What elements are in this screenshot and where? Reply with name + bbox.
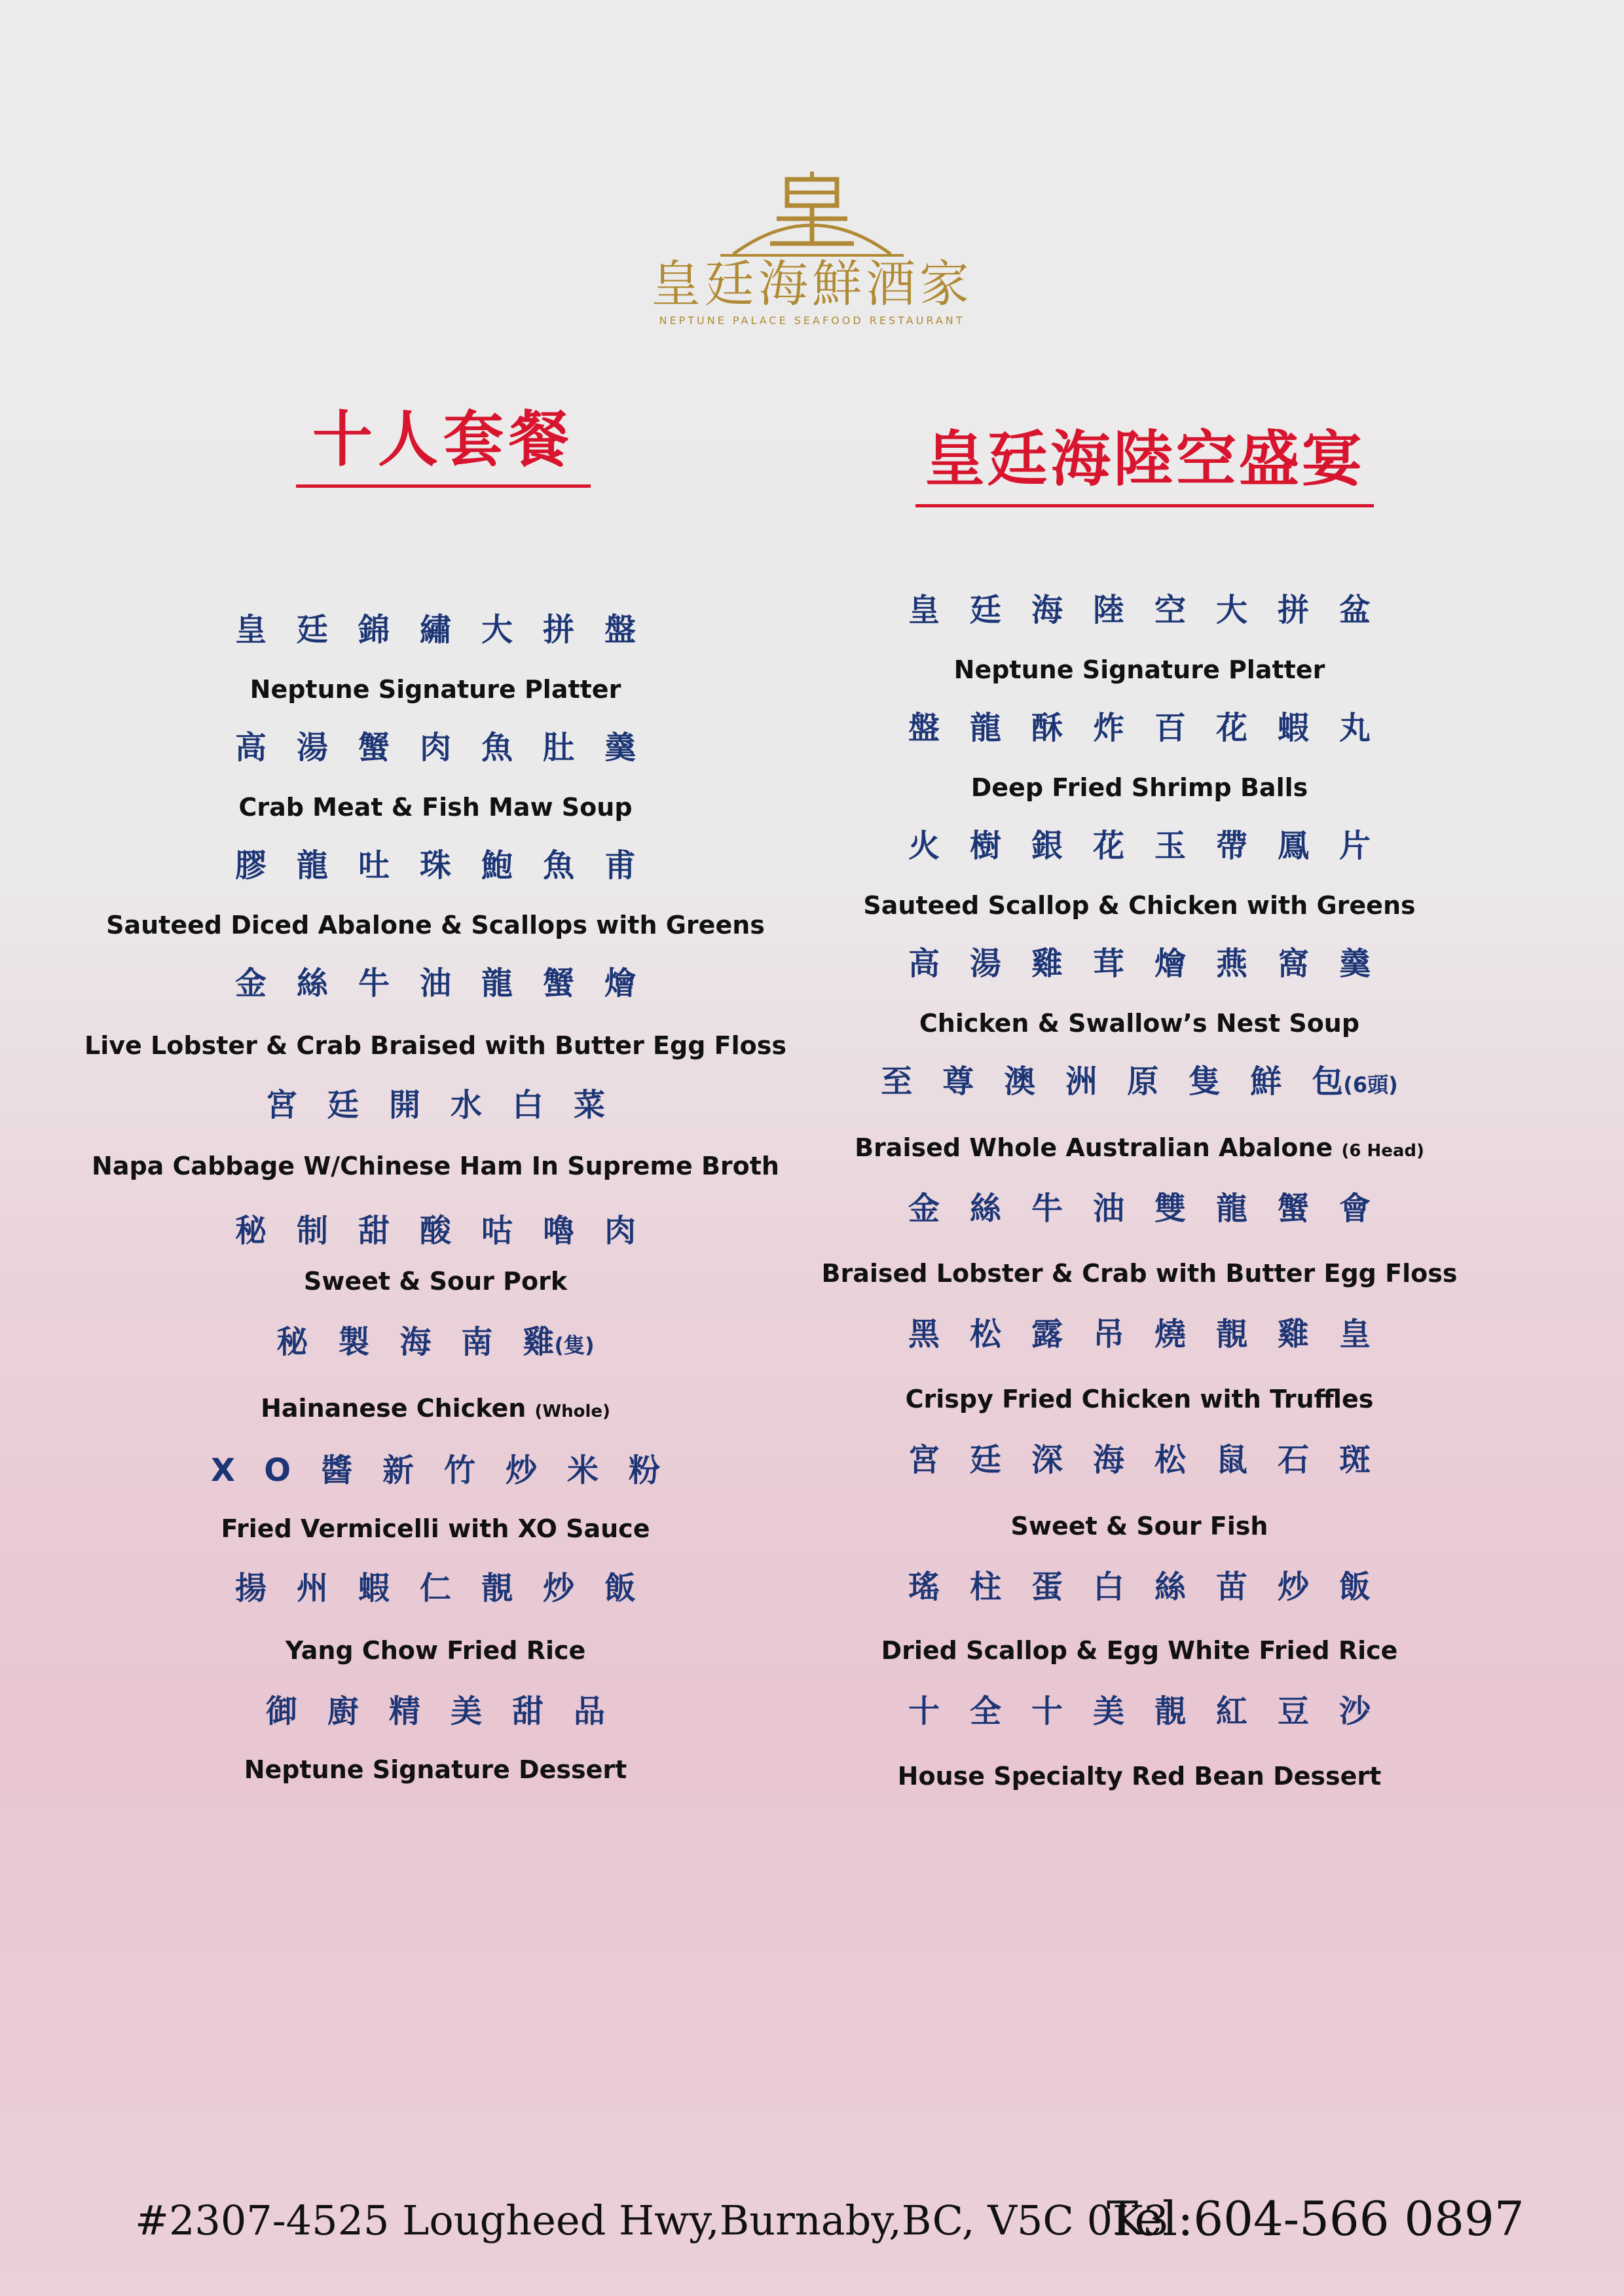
dish-name-zh: 皇廷錦繡大拼盤: [234, 611, 637, 648]
dish-name-en: Braised Whole Australian Abalone (6 Head): [855, 1133, 1424, 1162]
footer-phone: Tel:604-566 0897: [1107, 2191, 1524, 2246]
dish-name-zh: 膠龍吐珠鮑魚甫: [234, 847, 637, 884]
dish-name-zh: 御廚精美甜品: [265, 1693, 606, 1730]
dish-name-en: Sweet & Sour Pork: [303, 1267, 568, 1296]
dish-name-en: Sauteed Scallop & Chicken with Greens: [863, 891, 1416, 920]
dish-note-zh: (隻): [554, 1333, 595, 1358]
dish-name-zh: 瑤柱蛋白絲苗炒飯: [908, 1569, 1371, 1605]
dish-name-en: Braised Lobster & Crab with Butter Egg Floss: [821, 1259, 1458, 1288]
dish-note-en: (6 Head): [1341, 1141, 1424, 1161]
left-menu-title: 十人套餐: [296, 392, 591, 488]
dish-name-en: Napa Cabbage W/Chinese Ham In Supreme Broth: [92, 1152, 779, 1180]
dish-name-zh: 皇廷海陸空大拼盆: [908, 592, 1371, 629]
dish-note-en: (Whole): [534, 1402, 610, 1421]
dish-name-zh: 秘制甜酸咕嚕肉: [234, 1212, 637, 1249]
dish-note-zh: (6頭): [1343, 1072, 1398, 1097]
dish-name-zh: 黑松露吊燒靚雞皇: [908, 1316, 1371, 1353]
dish-name-en: Chicken & Swallow’s Nest Soup: [919, 1009, 1360, 1038]
dish-name-zh: 金絲牛油雙龍蟹會: [908, 1190, 1371, 1227]
dish-name-zh: 盤龍酥炸百花蝦丸: [908, 710, 1371, 746]
dish-name-zh: XO醬新竹炒米粉: [210, 1452, 661, 1489]
footer-address: #2307-4525 Lougheed Hwy,Burnaby,BC, V5C 0K3: [135, 2196, 1169, 2244]
dish-name-en: Neptune Signature Dessert: [244, 1755, 627, 1784]
logo-name-chinese: 皇廷海鮮酒家: [651, 255, 973, 313]
dish-name-en: Yang Chow Fried Rice: [285, 1636, 586, 1665]
dish-name-en: Deep Fried Shrimp Balls: [970, 773, 1308, 802]
dish-name-en: Sweet & Sour Fish: [1010, 1512, 1268, 1540]
dish-name-zh: 金絲牛油龍蟹燴: [234, 965, 637, 1002]
dish-name-zh: 宮廷開水白菜: [265, 1087, 606, 1123]
dish-name-zh: 火樹銀花玉帶鳳片: [908, 828, 1371, 864]
dish-name-en: Neptune Signature Platter: [249, 675, 621, 704]
dish-name-zh: 至尊澳洲原隻鮮包(6頭): [881, 1063, 1398, 1100]
dish-name-zh: 宮廷深海松鼠石斑: [908, 1442, 1371, 1478]
dish-name-zh: 高湯蟹肉魚肚羹: [234, 729, 637, 766]
right-menu-title: 皇廷海陸空盛宴: [915, 411, 1374, 507]
dish-name-en: Fried Vermicelli with XO Sauce: [221, 1514, 650, 1543]
right-menu-list: [747, 0, 1532, 2296]
dish-name-en: Sauteed Diced Abalone & Scallops with Greens: [106, 911, 765, 939]
dish-name-en: Crab Meat & Fish Maw Soup: [238, 793, 633, 822]
dish-name-en: Crispy Fried Chicken with Truffles: [905, 1385, 1374, 1413]
logo-name-english: NEPTUNE PALACE SEAFOOD RESTAURANT: [659, 314, 965, 327]
dish-name-zh: 揚州蝦仁靚炒飯: [234, 1570, 637, 1607]
dish-name-en: House Specialty Red Bean Dessert: [897, 1762, 1382, 1791]
dish-name-en: Live Lobster & Crab Braised with Butter Egg Floss: [84, 1031, 786, 1060]
dish-name-en: Hainanese Chicken (Whole): [261, 1394, 610, 1423]
dish-name-en: Neptune Signature Platter: [953, 655, 1325, 684]
dish-name-zh: 高湯雞茸燴燕窩羹: [908, 945, 1371, 982]
dish-name-zh: 秘製海南雞(隻): [276, 1324, 595, 1360]
dish-name-zh: 十全十美靚紅豆沙: [908, 1693, 1371, 1730]
dish-name-en: Dried Scallop & Egg White Fried Rice: [881, 1636, 1398, 1665]
